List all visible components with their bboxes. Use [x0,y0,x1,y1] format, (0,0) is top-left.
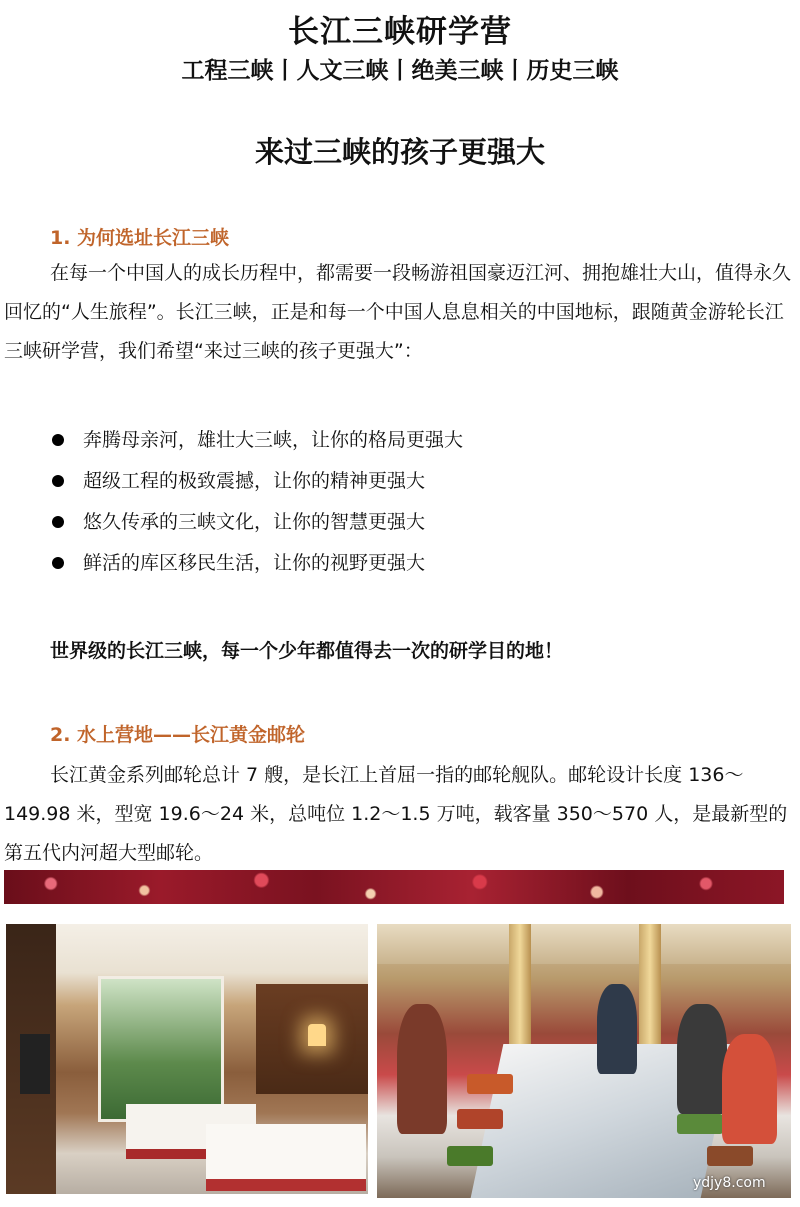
section-1-paragraph: 在每一个中国人的成长历程中，都需要一段畅游祖国豪迈江河、拥抱雄壮大山，值得永久回忆的“人生旅程”。长江三峡，正是和每一个中国人息息相关的中国地标，跟随黄金游轮长江三峡研学营，我们希望“来过三峡的孩子更强大”： [4,262,792,362]
watermark: ydjy8.com [693,1175,766,1191]
food-tray [707,1146,753,1166]
page-slogan: 来过三峡的孩子更强大 [254,135,545,169]
list-item [50,506,463,547]
bullet-list [50,424,463,588]
buffet-photo [377,924,791,1198]
section-2-heading: 2. 水上营地——长江黄金邮轮 [50,724,306,746]
food-tray [677,1114,723,1134]
bullet-icon [52,516,64,528]
bed [206,1124,366,1191]
bullet-text: 鲜活的库区移民生活，让你的视野更强大 [83,552,426,574]
lamp-icon [308,1024,326,1046]
pillar [639,924,661,1044]
bullet-text: 悠久传承的三峡文化，让你的智慧更强大 [83,511,426,533]
cabin-photo [6,924,368,1194]
section-1-heading: 1. 为何选址长江三峡 [50,227,230,249]
person [722,1034,777,1144]
page-title: 长江三峡研学营 [288,14,512,50]
person [597,984,637,1074]
bullet-icon [52,434,64,446]
food-tray [447,1146,493,1166]
list-item [50,547,463,588]
list-item [50,465,463,506]
section-2-paragraph: 长江黄金系列邮轮总计 7 艘，是长江上首屈一指的邮轮舰队。邮轮设计长度 136～149.98 米，型宽 19.6～24 米，总吨位 1.2～1.5 万吨，载客量 350～570 人，是最新型的第五代内河超大型邮轮。 [4,764,788,864]
page-subtitle: 工程三峡丨人文三峡丨绝美三峡丨历史三峡 [181,58,619,84]
bullet-text: 超级工程的极致震撼，让你的精神更强大 [83,470,426,492]
bullet-icon [52,475,64,487]
window [98,976,224,1122]
bullet-icon [52,557,64,569]
person [397,1004,447,1134]
pillar [509,924,531,1044]
bullet-text: 奔腾母亲河，雄壮大三峡，让你的格局更强大 [83,429,464,451]
food-tray [457,1109,503,1129]
list-item [50,424,463,465]
ceiling [377,924,791,964]
person [677,1004,727,1114]
floral-banner [4,870,784,904]
food-tray [467,1074,513,1094]
highlight-statement: 世界级的长江三峡，每一个少年都值得去一次的研学目的地！ [50,640,564,662]
tv-screen [20,1034,50,1094]
